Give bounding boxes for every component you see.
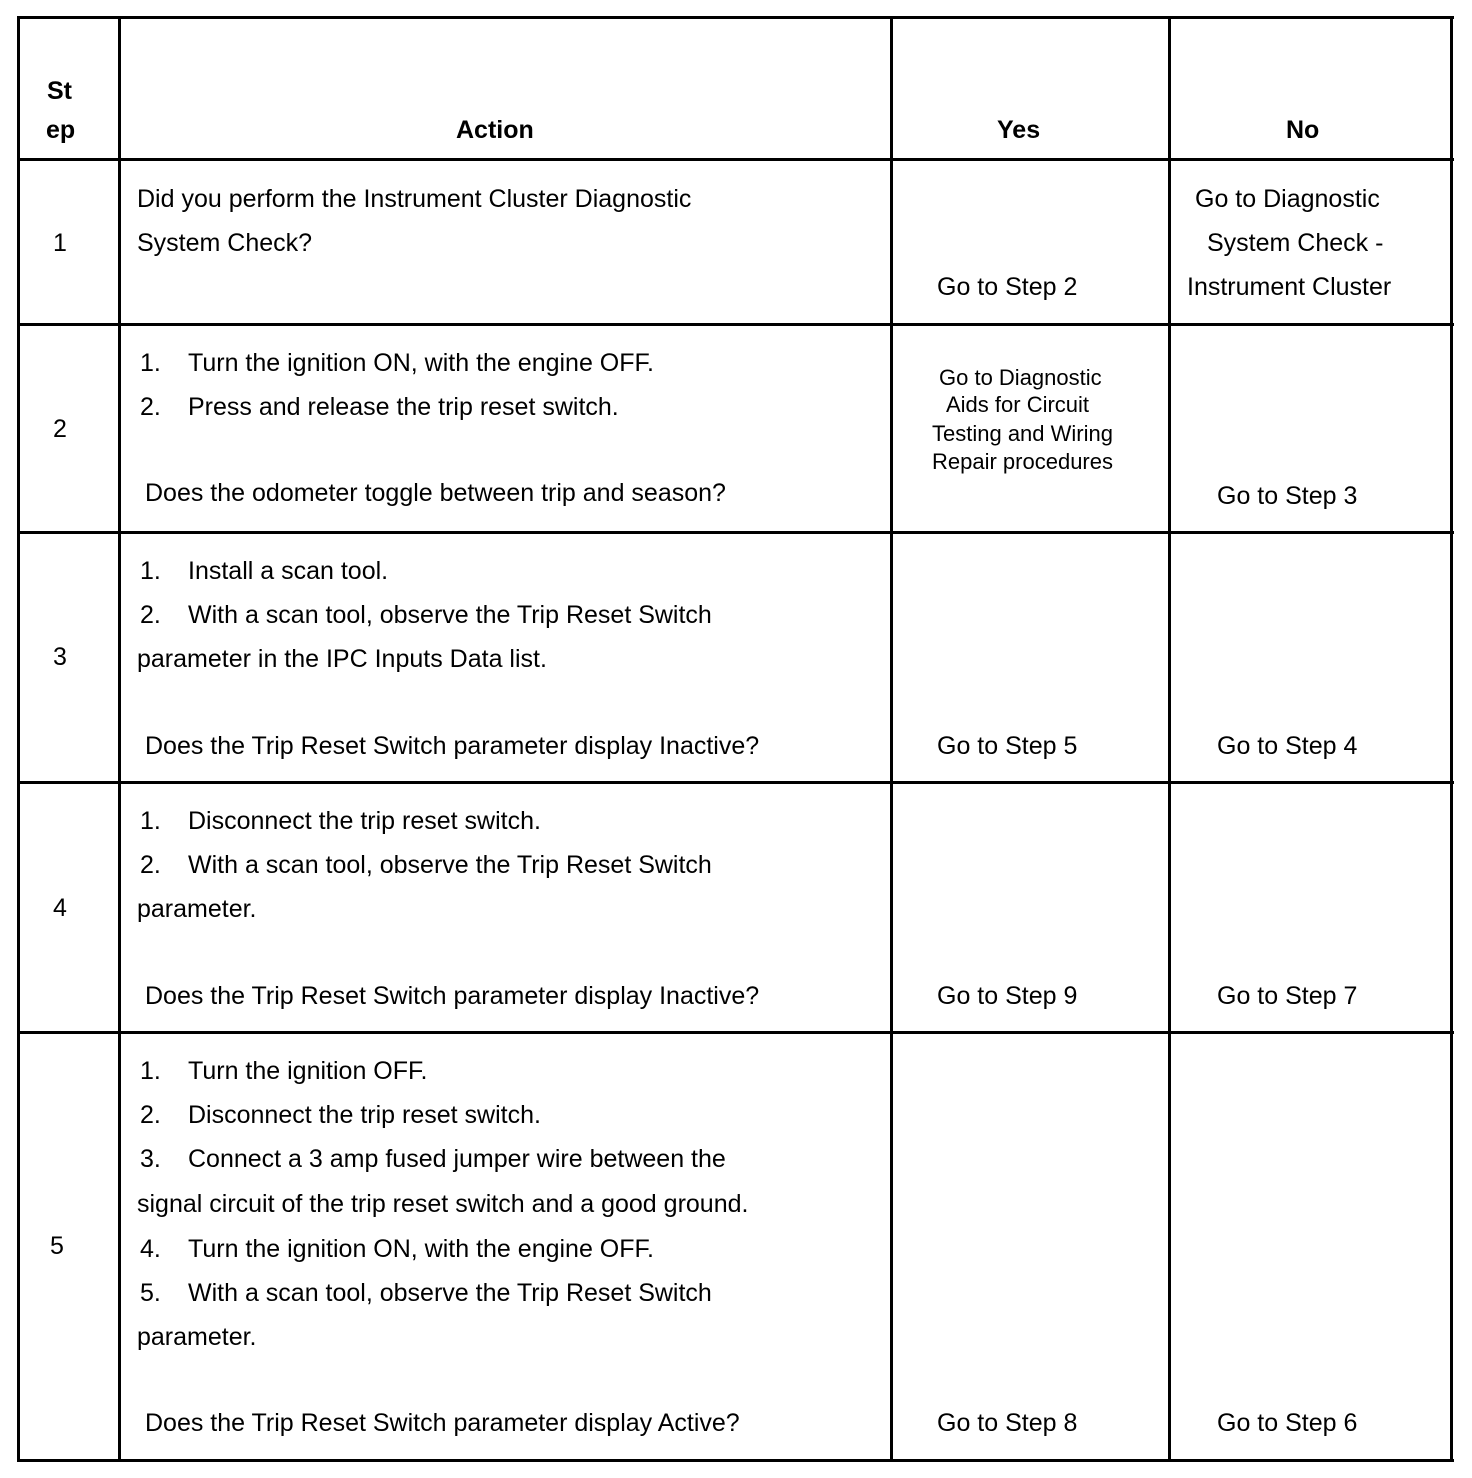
action-step-text: Turn the ignition OFF. [188, 1057, 428, 1085]
action-step-text: Disconnect the trip reset switch. [188, 807, 541, 835]
action-text: parameter. [137, 895, 257, 923]
yes-result: Repair procedures [932, 449, 1113, 474]
action-step-number: 2. [140, 851, 161, 879]
action-step-number: 1. [140, 807, 161, 835]
action-step-text: Connect a 3 amp fused jumper wire between the [188, 1145, 726, 1173]
yes-result: Aids for Circuit [946, 392, 1090, 417]
action-step-number: 2. [140, 601, 161, 629]
no-result: Go to Step 3 [1217, 482, 1358, 510]
table-border-bottom [17, 1459, 1454, 1462]
step-number: 1 [53, 229, 67, 257]
action-step-number: 1. [140, 349, 161, 377]
action-text: System Check? [137, 229, 313, 257]
action-step [140, 843, 712, 887]
yes-result: Go to Step 9 [937, 982, 1078, 1010]
action-step-text: Install a scan tool. [188, 557, 389, 585]
action-step [140, 1093, 541, 1137]
action-step [140, 1227, 654, 1271]
row-divider [17, 781, 1454, 784]
row-divider [17, 323, 1454, 326]
row-divider [17, 1031, 1454, 1034]
action-step-text: With a scan tool, observe the Trip Reset Switch [188, 601, 712, 629]
action-step [140, 799, 541, 843]
step-number: 5 [50, 1232, 64, 1260]
question-text: Does the odometer toggle between trip and season? [145, 479, 726, 507]
step-number: 3 [53, 643, 67, 671]
table-border-left [17, 16, 20, 1462]
action-step [140, 1049, 427, 1093]
action-step-number: 5. [140, 1279, 161, 1307]
question-text: Does the Trip Reset Switch parameter display Inactive? [145, 982, 760, 1010]
yes-result: Go to Step 8 [937, 1409, 1078, 1437]
action-step [140, 341, 654, 385]
no-result: Go to Step 4 [1217, 732, 1358, 760]
column-divider [890, 16, 893, 1462]
step-number: 2 [53, 415, 67, 443]
column-divider [118, 16, 121, 1462]
action-step [140, 593, 712, 637]
row-divider [17, 158, 1454, 161]
action-step [140, 549, 388, 593]
table-border-right [1450, 16, 1453, 1462]
question-text: Does the Trip Reset Switch parameter display Inactive? [145, 732, 760, 760]
action-step-number: 3. [140, 1145, 161, 1173]
action-step [140, 1137, 726, 1181]
header-yes: Yes [997, 116, 1041, 144]
action-text: Did you perform the Instrument Cluster Diagnostic [137, 185, 692, 213]
no-result: Go to Step 7 [1217, 982, 1358, 1010]
action-step-text: Disconnect the trip reset switch. [188, 1101, 541, 1129]
action-step-text: Press and release the trip reset switch. [188, 393, 619, 421]
action-step [140, 1271, 712, 1315]
question-text: Does the Trip Reset Switch parameter display Active? [145, 1409, 740, 1437]
table-border-top [17, 16, 1454, 19]
row-divider [17, 531, 1454, 534]
action-step [140, 385, 619, 429]
action-step-number: 2. [140, 1101, 161, 1129]
action-text: parameter. [137, 1323, 257, 1351]
header-action: Action [456, 116, 534, 144]
action-text: signal circuit of the trip reset switch and a good ground. [137, 1190, 749, 1218]
action-step-text: With a scan tool, observe the Trip Reset Switch [188, 851, 712, 879]
no-result: Go to Diagnostic [1195, 185, 1380, 213]
action-step-number: 1. [140, 1057, 161, 1085]
action-step-number: 1. [140, 557, 161, 585]
action-step-number: 2. [140, 393, 161, 421]
yes-result: Go to Diagnostic [939, 365, 1102, 390]
no-result: Go to Step 6 [1217, 1409, 1358, 1437]
yes-result: Go to Step 2 [937, 273, 1078, 301]
action-step-text: Turn the ignition ON, with the engine OFF. [188, 349, 654, 377]
header-step-line2: ep [46, 116, 76, 144]
no-result: Instrument Cluster [1187, 273, 1392, 301]
yes-result: Go to Step 5 [937, 732, 1078, 760]
header-step-line1: St [47, 77, 72, 105]
header-no: No [1286, 116, 1320, 144]
column-divider [1168, 16, 1171, 1462]
action-step-text: With a scan tool, observe the Trip Reset Switch [188, 1279, 712, 1307]
action-text: parameter in the IPC Inputs Data list. [137, 645, 547, 673]
yes-result: Testing and Wiring [932, 421, 1113, 446]
no-result: System Check - [1207, 229, 1384, 257]
action-step-number: 4. [140, 1235, 161, 1263]
step-number: 4 [53, 894, 67, 922]
action-step-text: Turn the ignition ON, with the engine OFF. [188, 1235, 654, 1263]
